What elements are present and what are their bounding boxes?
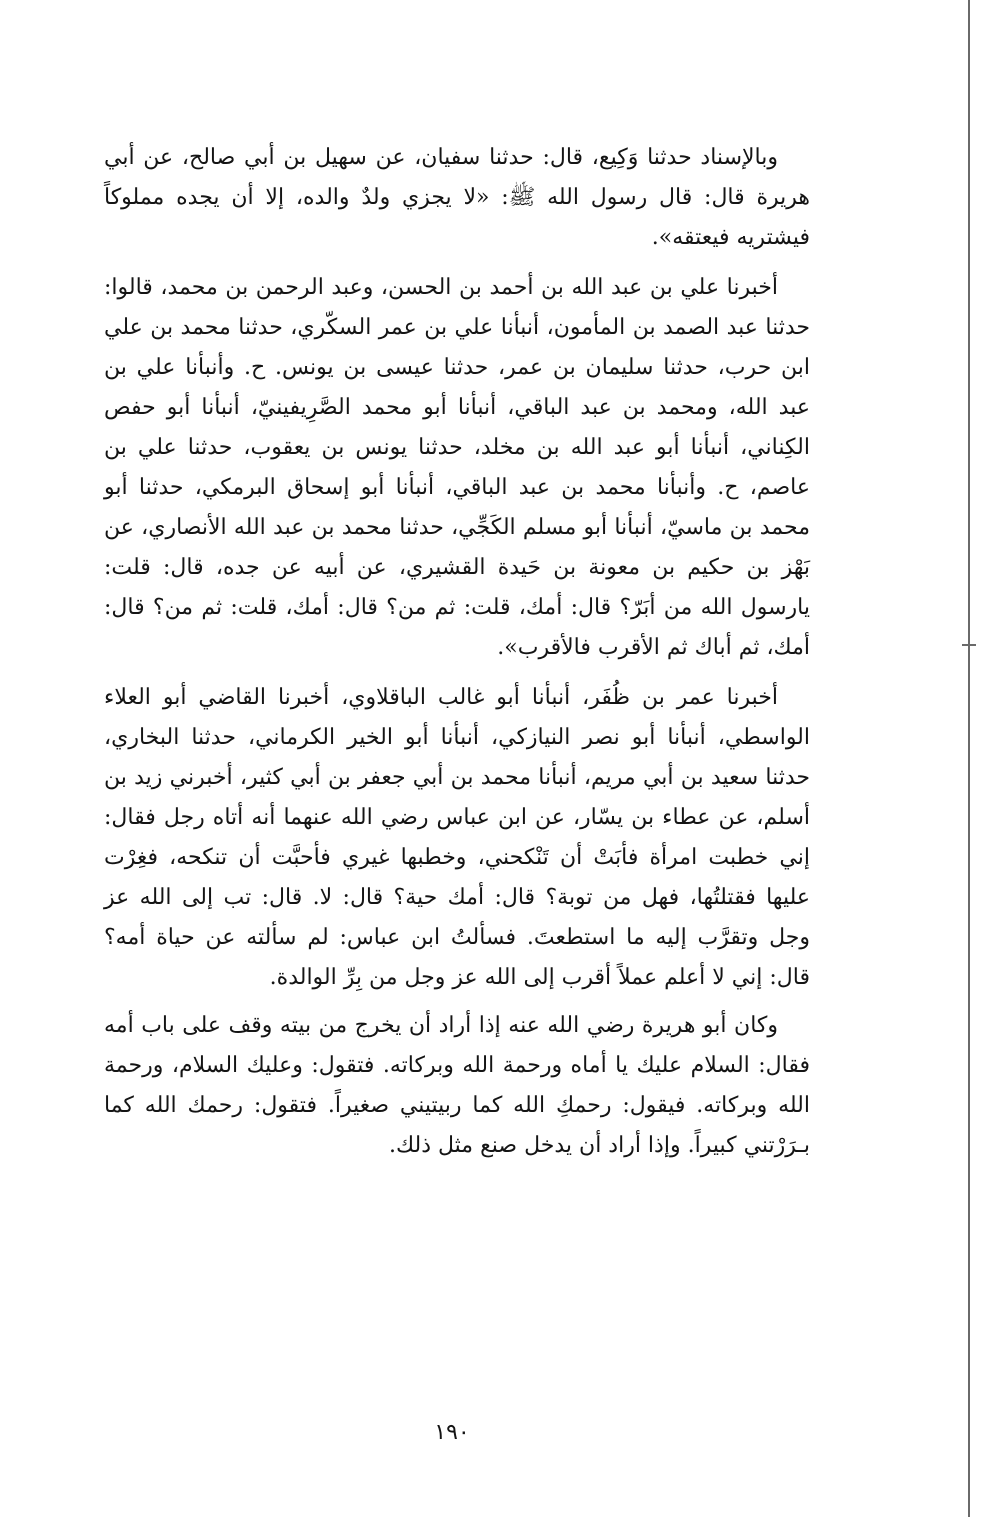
- page-body: [104, 138, 810, 1166]
- paragraph-1: وبالإسناد حدثنا وَكِيع، قال: حدثنا سفيان، عن سهيل بن أبي صالح، عن أبي هريرة قال: قال رسول الله ﷺ: «لا يجزي ولدٌ والده، إلا أن يجده مملوكاً فيشتريه فيعتقه».: [104, 145, 810, 250]
- page-number: ١٩٠: [434, 1420, 470, 1445]
- gutter-tick-mark: [962, 644, 976, 646]
- paragraph-4: وكان أبو هريرة رضي الله عنه إذا أراد أن يخرج من بيته وقف على باب أمه فقال: السلام عليك يا أماه ورحمة الله وبركاته. فتقول: وعليك السلام، ورحمة الله وبركاته. فيقول: رحمكِ الله كما ربيتيني صغيراً. فتقول: رحمك الله كما بـرَرْتني كبيراً. وإذا أراد أن يدخل صنع مثل ذلك.: [104, 1013, 810, 1158]
- gutter-rule: [968, 0, 970, 1517]
- paragraph-2: أخبرنا علي بن عبد الله بن أحمد بن الحسن، وعبد الرحمن بن محمد، قالوا: حدثنا عبد الصمد بن المأمون، أنبأنا علي بن عمر السكّري، حدثنا محمد بن علي ابن حرب، حدثنا سليمان بن عمر، حدثنا عيسى بن يونس. ح. وأنبأنا علي بن عبد الله، ومحمد بن عبد الباقي، أنبأنا أبو محمد الصَّرِيفينيّ، أنبأنا أبو حفص الكِناني، أنبأنا أبو عبد الله بن مخلد، حدثنا يونس بن يعقوب، حدثنا علي بن عاصم، ح. وأنبأنا محمد بن عبد الباقي، أنبأنا أبو إسحاق البرمكي، حدثنا أبو محمد بن ماسيّ، أنبأنا أبو مسلم الكَجِّي، حدثنا محمد بن عبد الله الأنصاري، عن بَهْز بن حكيم بن معونة بن حَيدة القشيري، عن أبيه عن جده، قال: قلت: يارسول الله من أبَرّ؟ قال: أمك، قلت: ثم من؟ قال: أمك، قلت: ثم من؟ قال: أمك، ثم أباك ثم الأقرب فالأقرب».: [104, 275, 811, 660]
- paragraph-3: أخبرنا عمر بن ظُفَر، أنبأنا أبو غالب الباقلاوي، أخبرنا القاضي أبو العلاء الواسطي، أنبأنا أبو نصر النيازكي، أنبأنا أبو الخير الكرماني، حدثنا البخاري، حدثنا سعيد بن أبي مريم، أنبأنا محمد بن أبي جعفر بن أبي كثير، أخبرني زيد بن أسلم، عن عطاء بن يسّار، عن ابن عباس رضي الله عنهما أنه أتاه رجل فقال: إني خطبت امرأة فأبَتْ أن تَنْكحني، وخطبها غيري فأحبَّت أن تنكحه، فغِرْت عليها فقتلتُها، فهل من توبة؟ قال: أمك حية؟ قال: لا. قال: تب إلى الله عز وجل وتقرَّب إليه ما استطعتَ. فسألتُ ابن عباس: لم سألته عن حياة أمه؟ قال: إني لا أعلم عملاً أقرب إلى الله عز وجل من بِرِّ الوالدة.: [104, 685, 810, 990]
